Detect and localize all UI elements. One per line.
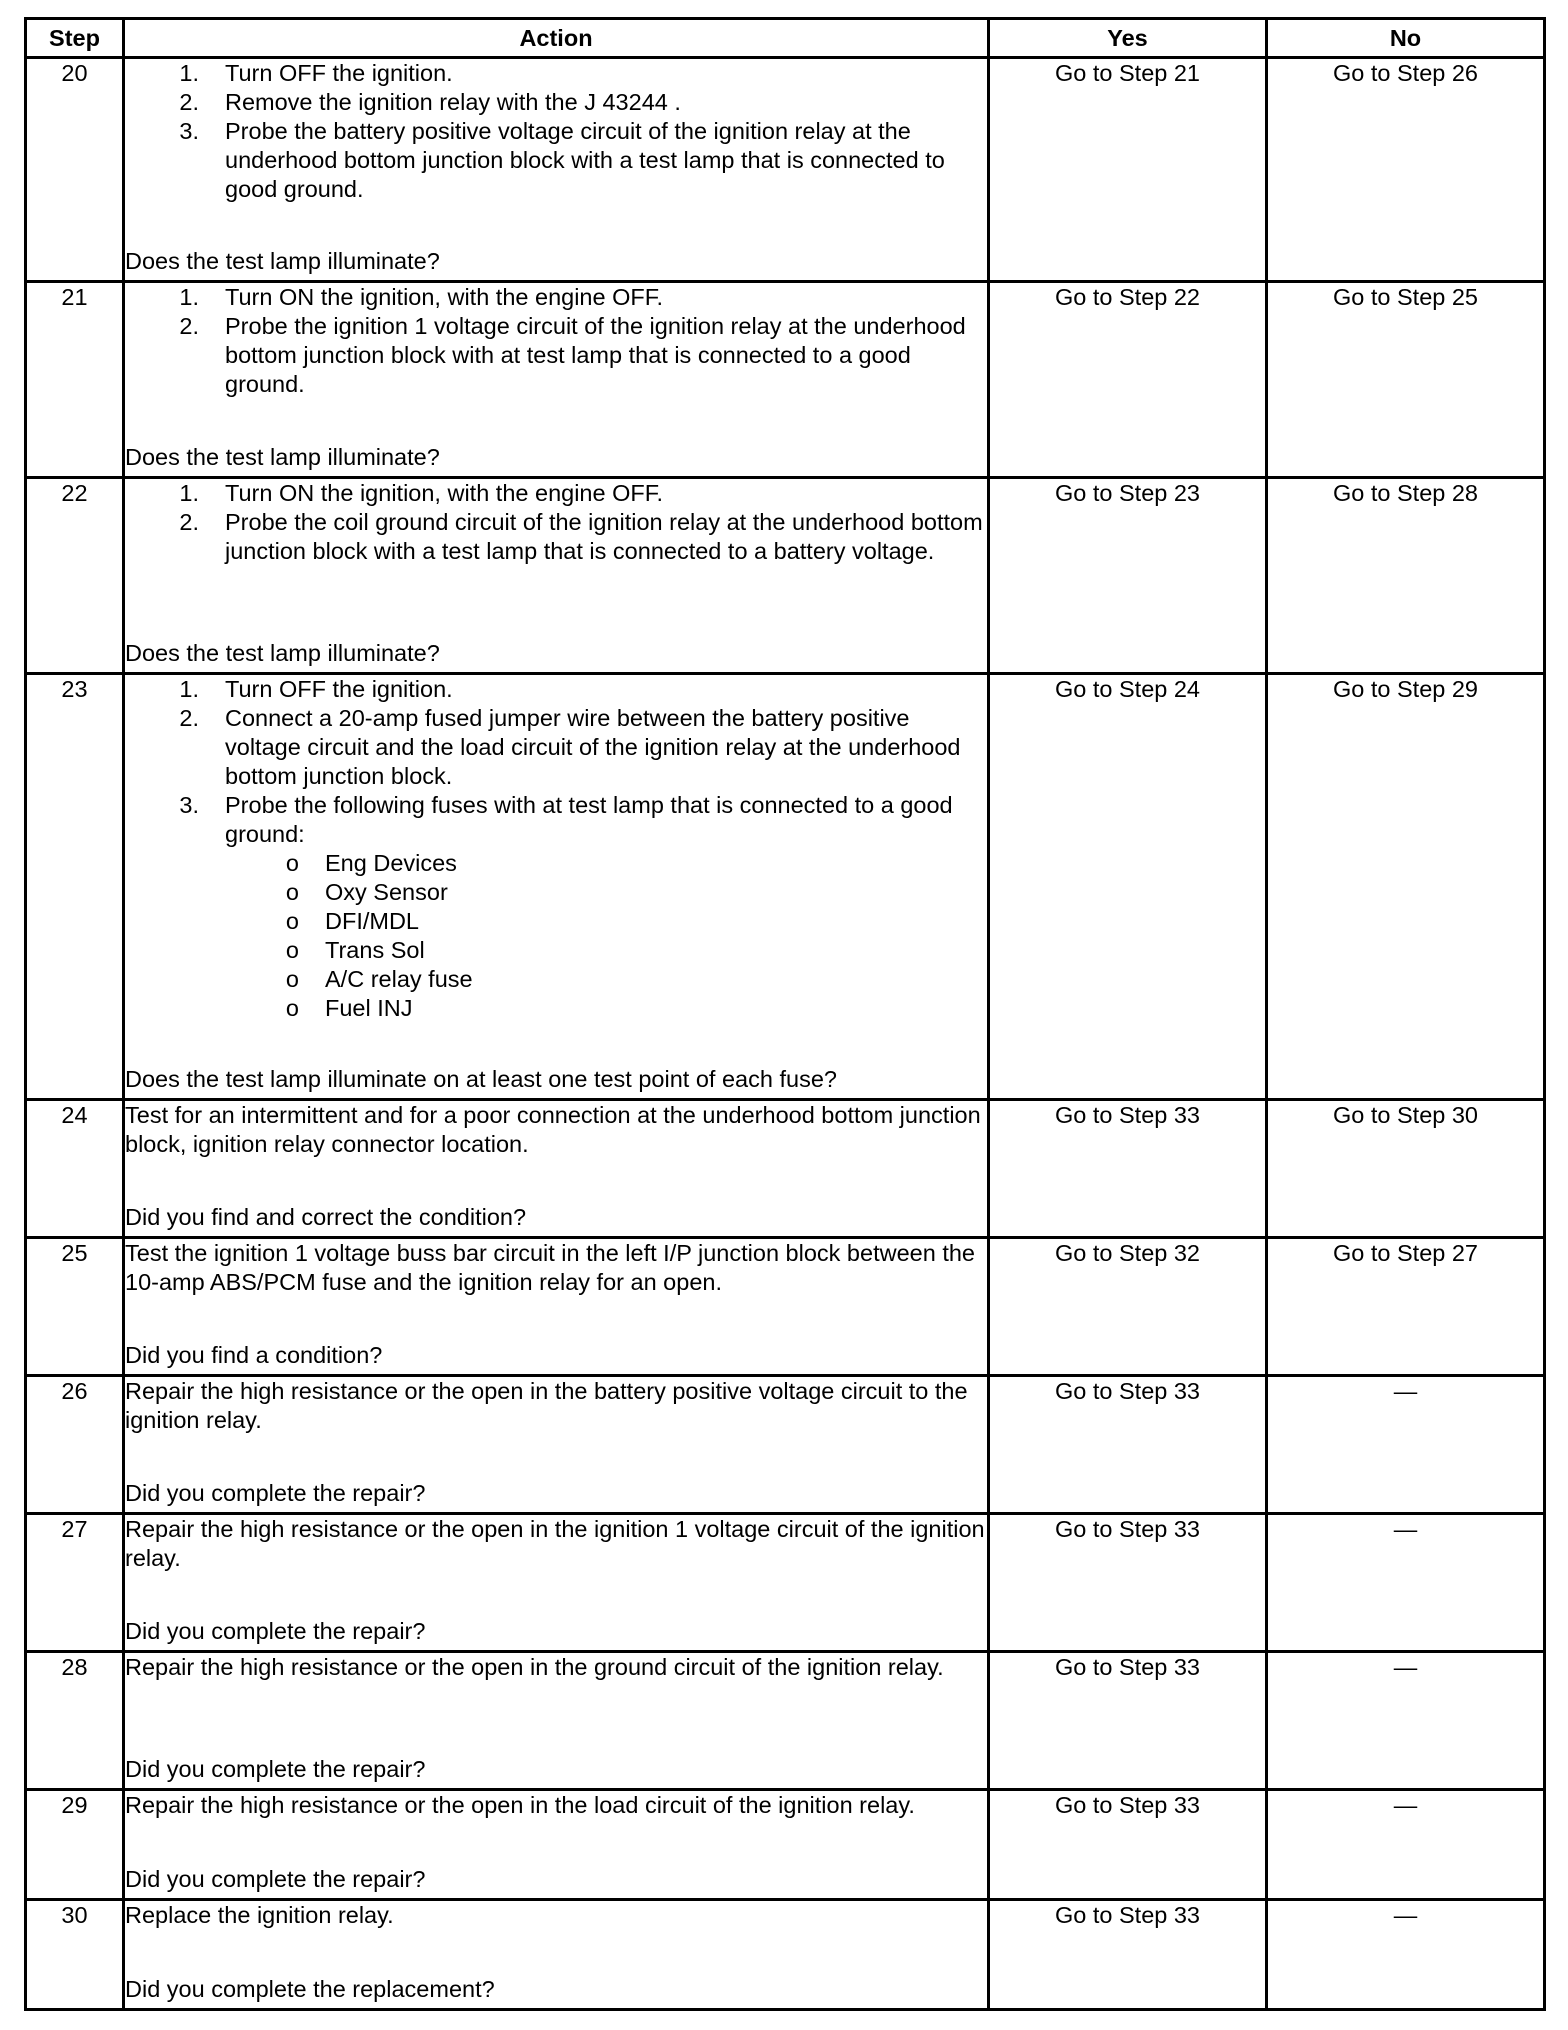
step-number: 25 [26, 1238, 124, 1376]
instruction-list [125, 59, 987, 204]
step-number: 29 [26, 1790, 124, 1900]
instruction-text: Remove the ignition relay with the J 43244 . [225, 89, 681, 115]
instruction-text: Turn OFF the ignition. [225, 60, 453, 86]
question-text: Did you find a condition? [125, 1342, 383, 1368]
instruction-text: Repair the high resistance or the open in the load circuit of the ignition relay. [125, 1792, 915, 1818]
table-row [26, 1100, 1545, 1238]
action-instructions [125, 1239, 987, 1297]
instruction-text: Replace the ignition relay. [125, 1902, 394, 1928]
instruction-item [125, 283, 987, 312]
action-cell [124, 1238, 989, 1376]
fuse-item [225, 936, 987, 965]
instruction-text-block [225, 479, 987, 508]
no-answer-dash: — [1267, 1376, 1545, 1514]
instruction-text-block [225, 59, 987, 88]
yes-answer: Go to Step 33 [989, 1376, 1267, 1514]
action-content [125, 283, 987, 473]
instruction-text-block [225, 283, 987, 312]
action-cell [124, 1100, 989, 1238]
yes-answer: Go to Step 32 [989, 1238, 1267, 1376]
instruction-number: 1. [179, 60, 199, 86]
step-number: 23 [26, 674, 124, 1100]
bullet-icon: o [285, 879, 299, 905]
instruction-number: 3. [179, 792, 199, 818]
instruction-item [125, 508, 987, 566]
fuse-item [225, 965, 987, 994]
action-cell [124, 674, 989, 1100]
action-instructions [125, 1653, 987, 1682]
header-no: No [1267, 19, 1545, 58]
fuse-item [225, 907, 987, 936]
yes-answer: Go to Step 21 [989, 58, 1267, 282]
header-step: Step [26, 19, 124, 58]
table-row [26, 674, 1545, 1100]
question-text: Does the test lamp illuminate? [125, 444, 440, 470]
fuse-name: Trans Sol [325, 937, 425, 963]
instruction-text: Turn OFF the ignition. [225, 676, 453, 702]
step-number: 30 [26, 1900, 124, 2010]
fuse-list [225, 849, 987, 1023]
table-row [26, 282, 1545, 478]
instruction-number: 2. [179, 313, 199, 339]
action-content [125, 1791, 987, 1895]
bullet-icon: o [285, 908, 299, 934]
step-number: 27 [26, 1514, 124, 1652]
yes-answer: Go to Step 33 [989, 1100, 1267, 1238]
instruction-item [125, 791, 987, 1023]
step-number: 20 [26, 58, 124, 282]
table-row [26, 1790, 1545, 1900]
action-cell [124, 1514, 989, 1652]
action-instructions [125, 1901, 987, 1930]
instruction-text-block [225, 508, 987, 566]
action-cell [124, 1790, 989, 1900]
instruction-text: Probe the ignition 1 voltage circuit of the ignition relay at the underhood bottom junction block with at test lamp that is connected to a good ground. [225, 313, 966, 397]
instruction-text-block [225, 704, 987, 791]
action-cell [124, 478, 989, 674]
table-row [26, 1900, 1545, 2010]
action-content [125, 1515, 987, 1647]
instruction-text-block [225, 117, 987, 204]
instruction-text: Connect a 20-amp fused jumper wire between the battery positive voltage circuit and the load circuit of the ignition relay at the underhood bottom junction block. [225, 705, 961, 789]
action-content [125, 1377, 987, 1509]
instruction-item [125, 59, 987, 88]
action-cell [124, 282, 989, 478]
action-content [125, 59, 987, 277]
yes-answer: Go to Step 24 [989, 674, 1267, 1100]
question-text: Does the test lamp illuminate on at least one test point of each fuse? [125, 1066, 837, 1092]
action-instructions [125, 675, 987, 1023]
instruction-number: 2. [179, 509, 199, 535]
header-action: Action [124, 19, 989, 58]
instruction-text: Turn ON the ignition, with the engine OFF. [225, 284, 664, 310]
action-cell [124, 1900, 989, 2010]
instruction-list [125, 675, 987, 1023]
bullet-icon: o [285, 937, 299, 963]
yes-answer: Go to Step 33 [989, 1790, 1267, 1900]
instruction-text: Probe the coil ground circuit of the ignition relay at the underhood bottom junction block with a test lamp that is connected to a battery voltage. [225, 509, 983, 564]
no-answer-dash: — [1267, 1652, 1545, 1790]
instruction-text-block [225, 88, 987, 117]
instruction-text: Test for an intermittent and for a poor connection at the underhood bottom junction block, ignition relay connector location. [125, 1102, 981, 1157]
table-row [26, 58, 1545, 282]
instruction-item [125, 312, 987, 399]
instruction-list [125, 479, 987, 566]
question-text: Does the test lamp illuminate? [125, 248, 440, 274]
header-yes: Yes [989, 19, 1267, 58]
header-row [26, 19, 1545, 58]
instruction-number: 2. [179, 705, 199, 731]
no-answer-dash: — [1267, 1790, 1545, 1900]
bullet-icon: o [285, 850, 299, 876]
no-answer-dash: — [1267, 1514, 1545, 1652]
action-cell [124, 1652, 989, 1790]
yes-answer: Go to Step 33 [989, 1652, 1267, 1790]
action-content [125, 675, 987, 1095]
instruction-item [125, 117, 987, 204]
question-text: Did you complete the repair? [125, 1618, 426, 1644]
fuse-name: DFI/MDL [325, 908, 419, 934]
action-content [125, 1901, 987, 2005]
no-answer: Go to Step 27 [1267, 1238, 1545, 1376]
fuse-item [225, 994, 987, 1023]
action-instructions [125, 1791, 987, 1820]
step-number: 28 [26, 1652, 124, 1790]
table-row [26, 1376, 1545, 1514]
instruction-text-block [225, 791, 987, 1023]
fuse-item [225, 878, 987, 907]
instruction-text: Repair the high resistance or the open in the battery positive voltage circuit to the ignition relay. [125, 1378, 968, 1433]
fuse-name: A/C relay fuse [325, 966, 473, 992]
instruction-text: Test the ignition 1 voltage buss bar circuit in the left I/P junction block between the 10-amp ABS/PCM fuse and the ignition relay for an open. [125, 1240, 975, 1295]
instruction-item [125, 479, 987, 508]
bullet-icon: o [285, 966, 299, 992]
question-text: Did you complete the repair? [125, 1756, 426, 1782]
fuse-name: Oxy Sensor [325, 879, 448, 905]
step-number: 26 [26, 1376, 124, 1514]
fuse-item [225, 849, 987, 878]
instruction-text-block [225, 312, 987, 399]
question-text: Did you complete the repair? [125, 1480, 426, 1506]
action-content [125, 1653, 987, 1785]
instruction-text: Probe the following fuses with at test lamp that is connected to a good ground: [225, 792, 953, 847]
step-number: 22 [26, 478, 124, 674]
no-answer-dash: — [1267, 1900, 1545, 2010]
no-answer: Go to Step 29 [1267, 674, 1545, 1100]
instruction-text: Turn ON the ignition, with the engine OFF. [225, 480, 664, 506]
instruction-item [125, 675, 987, 704]
action-cell [124, 1376, 989, 1514]
action-content [125, 479, 987, 669]
instruction-item [125, 704, 987, 791]
instruction-text: Probe the battery positive voltage circuit of the ignition relay at the underhood bottom junction block with a test lamp that is connected to good ground. [225, 118, 945, 202]
table-row [26, 1238, 1545, 1376]
table-body [26, 58, 1545, 2010]
instruction-list [125, 283, 987, 399]
question-text: Did you find and correct the condition? [125, 1204, 527, 1230]
action-instructions [125, 1101, 987, 1159]
instruction-number: 2. [179, 89, 199, 115]
action-instructions [125, 479, 987, 566]
action-content [125, 1239, 987, 1371]
instruction-text: Repair the high resistance or the open in the ignition 1 voltage circuit of the ignition relay. [125, 1516, 985, 1571]
step-number: 24 [26, 1100, 124, 1238]
no-answer: Go to Step 30 [1267, 1100, 1545, 1238]
instruction-number: 1. [179, 676, 199, 702]
yes-answer: Go to Step 22 [989, 282, 1267, 478]
question-text: Did you complete the replacement? [125, 1976, 495, 2002]
action-content [125, 1101, 987, 1233]
fuse-name: Fuel INJ [325, 995, 413, 1021]
yes-answer: Go to Step 33 [989, 1900, 1267, 2010]
action-instructions [125, 283, 987, 399]
action-instructions [125, 1377, 987, 1435]
step-number: 21 [26, 282, 124, 478]
bullet-icon: o [285, 995, 299, 1021]
instruction-number: 1. [179, 284, 199, 310]
instruction-text: Repair the high resistance or the open in the ground circuit of the ignition relay. [125, 1654, 944, 1680]
no-answer: Go to Step 25 [1267, 282, 1545, 478]
instruction-number: 1. [179, 480, 199, 506]
yes-answer: Go to Step 23 [989, 478, 1267, 674]
no-answer: Go to Step 28 [1267, 478, 1545, 674]
action-cell [124, 58, 989, 282]
action-instructions [125, 59, 987, 204]
table-row [26, 478, 1545, 674]
question-text: Does the test lamp illuminate? [125, 640, 440, 666]
table-row [26, 1514, 1545, 1652]
fuse-name: Eng Devices [325, 850, 457, 876]
instruction-item [125, 88, 987, 117]
yes-answer: Go to Step 33 [989, 1514, 1267, 1652]
action-instructions [125, 1515, 987, 1573]
table-row [26, 1652, 1545, 1790]
instruction-text-block [225, 675, 987, 704]
no-answer: Go to Step 26 [1267, 58, 1545, 282]
instruction-number: 3. [179, 118, 199, 144]
diagnostic-table [24, 17, 1546, 2011]
question-text: Did you complete the repair? [125, 1866, 426, 1892]
